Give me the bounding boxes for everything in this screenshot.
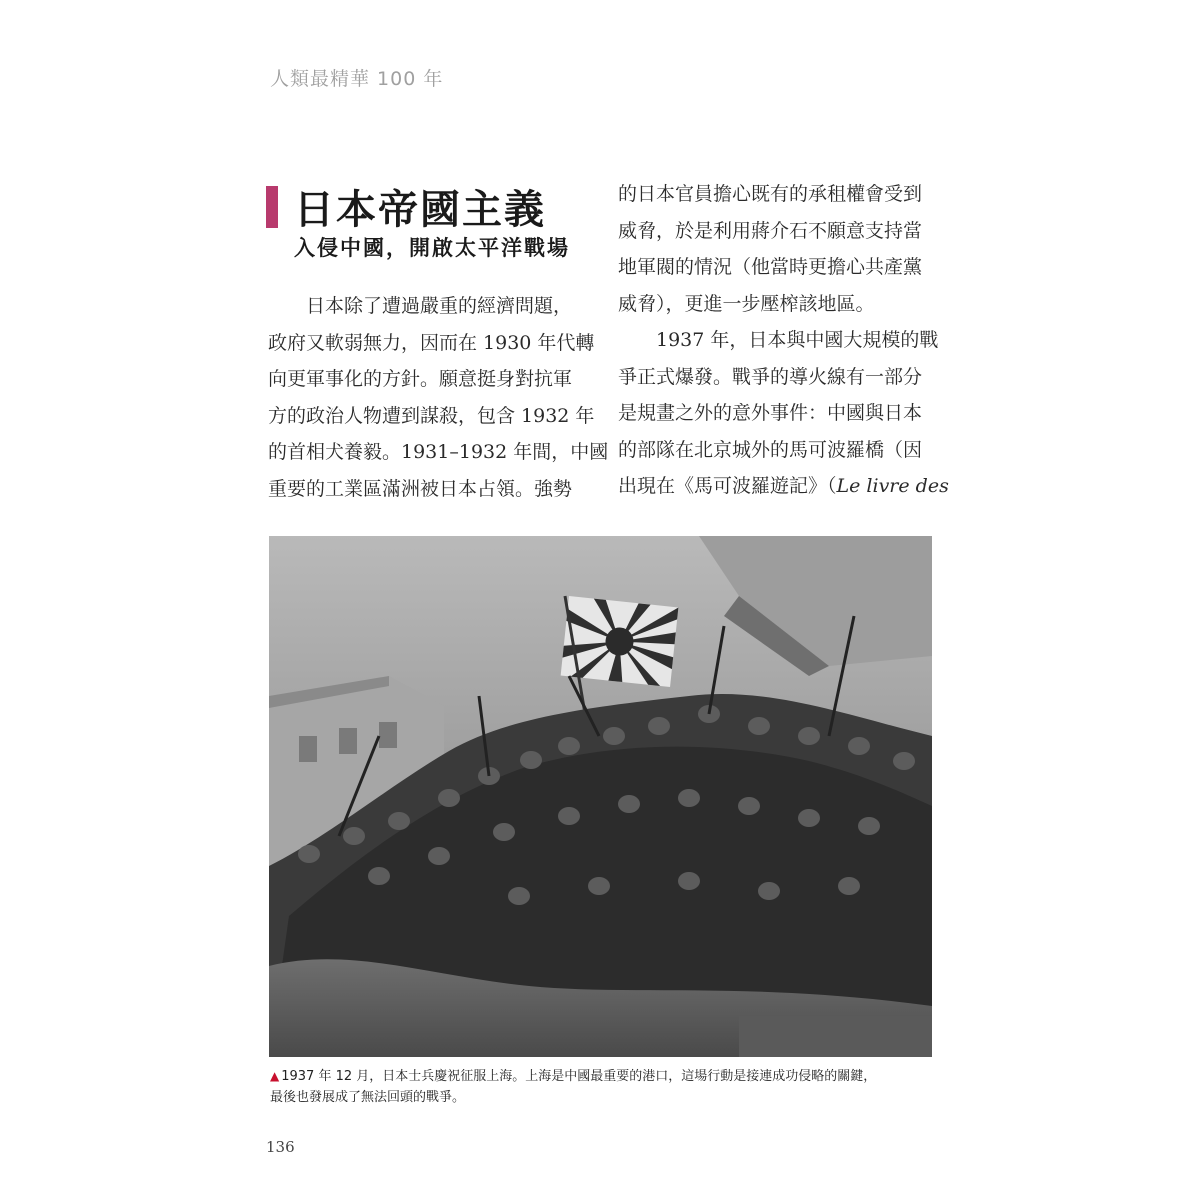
body-line: 的首相犬養毅。1931–1932 年間，中國 [268, 441, 609, 463]
body-line: 重要的工業區滿洲被日本占領。強勢 [268, 477, 573, 500]
page-number: 136 [266, 1138, 295, 1156]
body-line: 爭正式爆發。戰爭的導火線有一部分 [618, 365, 923, 388]
figure-caption [270, 1066, 938, 1108]
body-line-last [618, 468, 949, 505]
body-line: 政府又軟弱無力，因而在 1930 年代轉 [268, 331, 595, 354]
running-header: 人類最精華 100 年 [270, 68, 444, 90]
body-column-right [618, 176, 949, 505]
body-line: 地軍閥的情況（他當時更擔心共產黨 [618, 256, 923, 278]
body-line: 的部隊在北京城外的馬可波羅橋（因 [618, 438, 923, 461]
body-line: 威脅），更進一步壓榨該地區。 [618, 292, 875, 315]
body-column-left [268, 288, 609, 507]
section-title: 日本帝國主義 [294, 187, 546, 233]
section-subtitle: 入侵中國，開啟太平洋戰場 [294, 236, 570, 260]
section-accent-bar [266, 186, 278, 228]
body-line: 威脅，於是利用蔣介石不願意支持當 [618, 219, 923, 242]
body-line: 的日本官員擔心既有的承租權會受到 [618, 183, 923, 205]
body-line-text: 出現在《馬可波羅遊記》（ [618, 475, 837, 497]
body-line: 方的政治人物遭到謀殺，包含 1932 年 [268, 404, 595, 427]
photo-soldiers-celebrating [269, 536, 932, 1057]
body-line: 是規畫之外的意外事件：中國與日本 [618, 402, 923, 424]
body-line: 向更軍事化的方針。願意挺身對抗軍 [268, 368, 573, 390]
caption-triangle-icon: ▲ [270, 1069, 280, 1083]
body-line: 日本除了遭過嚴重的經濟問題， [306, 295, 573, 317]
caption-line: 1937 年 12 月，日本士兵慶祝征服上海。上海是中國最重要的港口，這場行動是接連成功侵略的關鍵， [281, 1069, 877, 1084]
body-line: 1937 年，日本與中國大規模的戰 [656, 329, 939, 351]
body-line-italic-title: Le livre des [836, 475, 949, 497]
caption-line: 最後也發展成了無法回頭的戰爭。 [270, 1090, 466, 1105]
historical-photo [269, 536, 932, 1057]
